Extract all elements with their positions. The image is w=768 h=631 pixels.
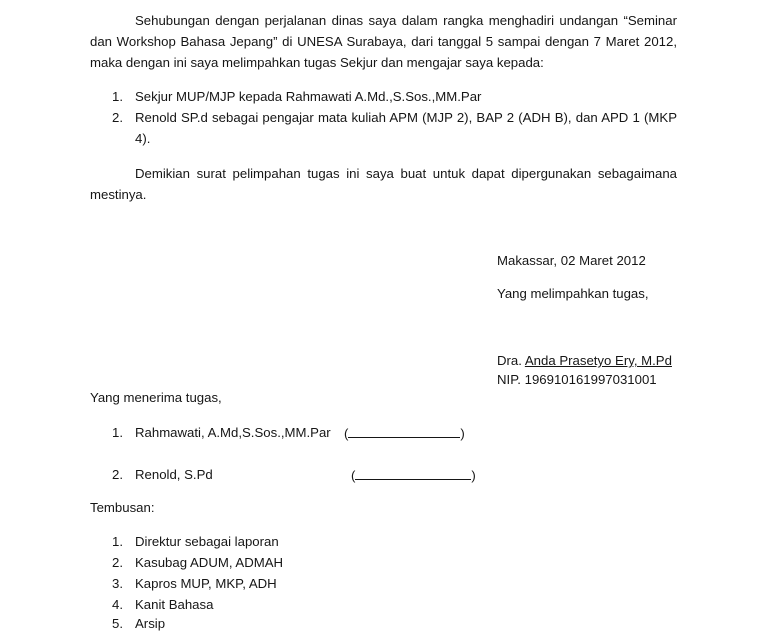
delegation-1-text: Sekjur MUP/MJP kepada Rahmawati A.Md.,S.Sos.,MM.Par bbox=[135, 89, 482, 104]
delegation-2-text-line2: 4). bbox=[135, 131, 151, 146]
cc-label: Tembusan: bbox=[90, 500, 155, 515]
recipient-1-blank bbox=[348, 425, 460, 438]
recipient-2-signature-line bbox=[351, 467, 476, 483]
cc-2-number: 2. bbox=[112, 555, 123, 570]
cc-5-text: Arsip bbox=[135, 616, 166, 631]
recipient-2-open-paren: ( bbox=[351, 468, 356, 483]
cc-4-number: 4. bbox=[112, 597, 123, 612]
delegation-2-number: 2. bbox=[112, 110, 123, 125]
recipient-2-close-paren: ) bbox=[471, 468, 476, 483]
recipient-2-number: 2. bbox=[112, 467, 123, 482]
recipient-1-signature-line bbox=[344, 425, 465, 441]
place-date: Makassar, 02 Maret 2012 bbox=[497, 253, 646, 268]
cc-1-text: Direktur sebagai laporan bbox=[135, 534, 279, 549]
cc-3-text: Kapros MUP, MKP, ADH bbox=[135, 576, 277, 591]
recipient-2-name: Renold, S.Pd bbox=[135, 467, 213, 482]
recipient-1-name: Rahmawati, A.Md,S.Sos.,MM.Par bbox=[135, 425, 331, 440]
signer-name: Anda Prasetyo Ery, M.Pd bbox=[524, 353, 672, 368]
cc-3-number: 3. bbox=[112, 576, 123, 591]
delegation-2-text-line1: Renold SP.d sebagai pengajar mata kuliah APM (MJP 2), BAP 2 (ADH B), dan APD 1 (MKP bbox=[135, 110, 677, 125]
recipient-1-number: 1. bbox=[112, 425, 123, 440]
recipient-2-blank bbox=[355, 467, 471, 480]
cc-2-text: Kasubag ADUM, ADMAH bbox=[135, 555, 284, 570]
recipients-label: Yang menerima tugas, bbox=[90, 390, 222, 405]
cc-1-number: 1. bbox=[112, 534, 123, 549]
closing-paragraph: Demikian surat pelimpahan tugas ini saya buat untuk dapat dipergunakan sebagaimana mestinya. bbox=[90, 166, 677, 202]
opening-paragraph: Sehubungan dengan perjalanan dinas saya dalam rangka menghadiri undangan “Seminar dan Workshop Bahasa Jepang” di UNESA Surabaya, dari tanggal 5 sampai dengan 7 Maret 2012, maka dengan ini saya melimpahkan tugas Sekjur dan mengajar saya kepada: bbox=[90, 13, 677, 70]
recipient-1-close-paren: ) bbox=[460, 426, 465, 441]
cc-5-number: 5. bbox=[112, 616, 123, 631]
signer-prefix: Dra. bbox=[497, 353, 522, 368]
signer-block bbox=[497, 353, 672, 368]
delegator-label: Yang melimpahkan tugas, bbox=[497, 286, 649, 301]
cc-4-text: Kanit Bahasa bbox=[135, 597, 214, 612]
signer-nip: NIP. 196910161997031001 bbox=[497, 372, 657, 387]
delegation-1-number: 1. bbox=[112, 89, 123, 104]
recipient-1-open-paren: ( bbox=[344, 426, 349, 441]
